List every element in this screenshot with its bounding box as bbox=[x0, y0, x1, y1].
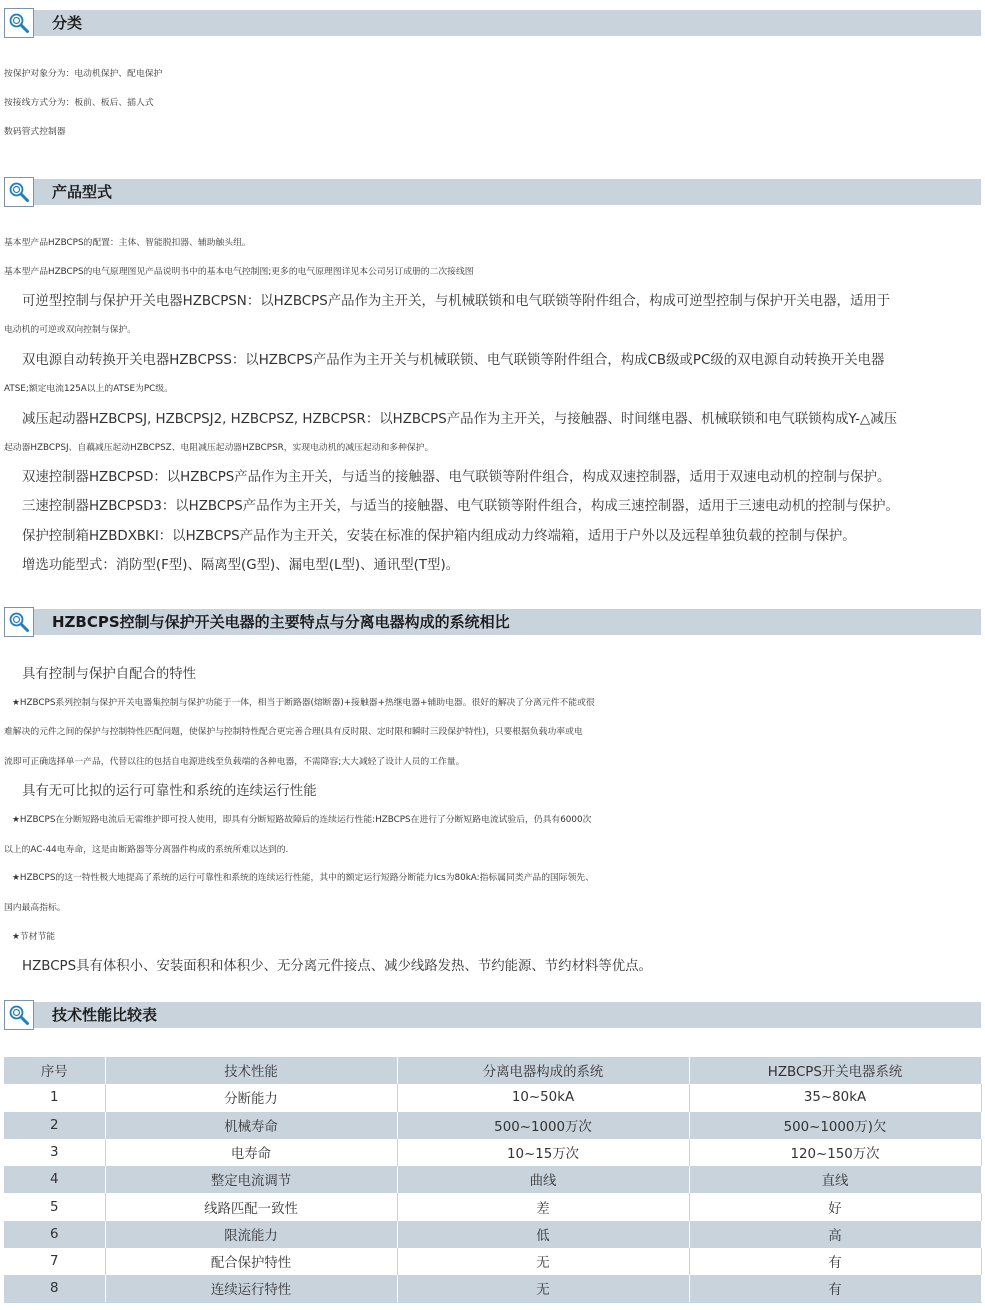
text-line: 电动机的可逆或双向控制与保护。 bbox=[4, 325, 136, 335]
table-cell: 35~80kA bbox=[689, 1084, 981, 1111]
table-cell: 机械寿命 bbox=[105, 1112, 397, 1139]
table-cell: 电寿命 bbox=[105, 1139, 397, 1166]
table-cell: 曲线 bbox=[397, 1166, 689, 1193]
text-line: 国内最高指标。 bbox=[4, 903, 66, 913]
section-title: 产品型式 bbox=[52, 183, 113, 201]
text-line: 难解决的元件之间的保护与控制特性匹配问题，使保护与控制特性配合更完善合理(具有反时限、定时限和瞬时三段保护特性)，只要根据负载功率或电 bbox=[4, 727, 583, 737]
table-cell: 线路匹配一致性 bbox=[105, 1193, 397, 1220]
table-cell: 120~150万次 bbox=[689, 1139, 981, 1166]
text-line: 数码管式控制器 bbox=[4, 127, 66, 137]
section-title: 分类 bbox=[52, 14, 83, 32]
table-row bbox=[4, 1221, 981, 1248]
table-cell: 5 bbox=[4, 1193, 105, 1220]
table-cell: 500~1000万次 bbox=[397, 1112, 689, 1139]
table-cell: 好 bbox=[689, 1193, 981, 1220]
text-line: ★HZBCPS在分断短路电流后无需维护即可投人使用，即具有分断短路故障后的连续运行性能:HZBCPS在进行了分断短路电流试验后，仍具有6000次 bbox=[12, 815, 592, 825]
table-cell: 分断能力 bbox=[105, 1084, 397, 1111]
comparison-table bbox=[4, 1057, 982, 1303]
table-cell: 10~50kA bbox=[397, 1084, 689, 1111]
table-cell: 配合保护特性 bbox=[105, 1248, 397, 1275]
magnifier-icon bbox=[4, 8, 34, 38]
text-line: 具有控制与保护自配合的特性 bbox=[22, 667, 197, 682]
table-cell: 高 bbox=[689, 1221, 981, 1248]
magnifier-icon bbox=[4, 607, 34, 637]
table-cell: 限流能力 bbox=[105, 1221, 397, 1248]
column-header: 分离电器构成的系统 bbox=[397, 1057, 689, 1084]
text-line: 减压起动器HZBCPSJ, HZBCPSJ2, HZBCPSZ, HZBCPSR：以HZBCPS产品作为主开关，与接触器、时间继电器、机械联锁和电气联锁构成Y-△减压 bbox=[22, 412, 897, 427]
text-line: ★HZBCPS系列控制与保护开关电器集控制与保护功能于一体，相当于断路器(熔断器)+接触器+热继电器+辅助电器。很好的解决了分离元件不能或很 bbox=[12, 698, 595, 708]
text-line: 按保护对象分为：电动机保护、配电保护 bbox=[4, 69, 163, 79]
table-cell: 500~1000万)欠 bbox=[689, 1112, 981, 1139]
table-cell: 3 bbox=[4, 1139, 105, 1166]
text-line: 以上的AC-44电寿命，这是由断路器等分离器件构成的系统所难以达到的. bbox=[4, 845, 289, 855]
text-line: 三速控制器HZBCPSD3：以HZBCPS产品作为主开关，与适当的接触器、电气联锁等附件组合，构成三速控制器，适用于三速电动机的控制与保护。 bbox=[22, 499, 899, 514]
text-line: 双电源自动转换开关电器HZBCPSS：以HZBCPS产品作为主开关与机械联锁、电气联锁等附件组合，构成CB级或PC级的双电源自动转换开关电器 bbox=[22, 353, 885, 368]
table-cell: 4 bbox=[4, 1166, 105, 1193]
section-header-product-types bbox=[4, 177, 981, 207]
table-row bbox=[4, 1166, 981, 1193]
table-cell: 直线 bbox=[689, 1166, 981, 1193]
table-cell: 无 bbox=[397, 1275, 689, 1302]
text-line: ★HZBCPS的这一特性极大地提高了系统的运行可靠性和系统的连续运行性能，其中的额定运行短路分断能力Ics为80kA:指标属同类产品的国际领先、 bbox=[12, 873, 594, 883]
text-line: 双速控制器HZBCPSD：以HZBCPS产品作为主开关，与适当的接触器、电气联锁等附件组合，构成双速控制器，适用于双速电动机的控制与保护。 bbox=[22, 470, 891, 485]
text-line: 增选功能型式：消防型(F型)、隔离型(G型)、漏电型(L型)、通讯型(T型)。 bbox=[22, 558, 460, 573]
text-line: ATSE;额定电流125A以上的ATSE为PC级。 bbox=[4, 384, 173, 394]
table-cell: 连续运行特性 bbox=[105, 1275, 397, 1302]
text-line: 流即可正确选择单一产品，代替以往的包括自电源进线至负载端的各种电器，不需降容;大大减轻了设计人员的工作量。 bbox=[4, 757, 465, 767]
table-cell: 6 bbox=[4, 1221, 105, 1248]
table-cell: 有 bbox=[689, 1275, 981, 1302]
magnifier-icon bbox=[4, 177, 34, 207]
section-header-classification bbox=[4, 8, 981, 38]
magnifier-icon bbox=[4, 1000, 34, 1030]
table-row bbox=[4, 1248, 981, 1275]
table-row bbox=[4, 1112, 981, 1139]
text-line: ★节材节能 bbox=[12, 932, 56, 942]
text-line: 基本型产品HZBCPS的配置：主体、智能脱扣器、辅助触头组。 bbox=[4, 238, 251, 248]
section-title: HZBCPS控制与保护开关电器的主要特点与分离电器构成的系统相比 bbox=[52, 613, 510, 631]
table-cell: 8 bbox=[4, 1275, 105, 1302]
column-header: 序号 bbox=[4, 1057, 105, 1084]
text-line: HZBCPS具有体积小、安装面积和体积少、无分离元件接点、减少线路发热、节约能源、节约材料等优点。 bbox=[22, 959, 652, 974]
table-row bbox=[4, 1275, 981, 1302]
table-cell: 7 bbox=[4, 1248, 105, 1275]
column-header: 技术性能 bbox=[105, 1057, 397, 1084]
text-line: 起动器HZBCPSJ、自藕减压起动HZBCPSZ、电阻减压起动器HZBCPSR，实现电动机的减压起动和多种保护。 bbox=[4, 443, 434, 453]
text-line: 具有无可比拟的运行可靠性和系统的连续运行性能 bbox=[22, 784, 317, 799]
text-line: 可逆型控制与保护开关电器HZBCPSN：以HZBCPS产品作为主开关，与机械联锁和电气联锁等附件组合，构成可逆型控制与保护开关电器，适用于 bbox=[22, 294, 891, 309]
text-line: 基本型产品HZBCPS的电气原理图见产品说明书中的基本电气控制图;更多的电气原理图详见本公司另订成册的二次接线图 bbox=[4, 267, 474, 277]
section-header-comparison-table bbox=[4, 1000, 981, 1030]
table-header-row bbox=[4, 1057, 981, 1084]
section-bar-background bbox=[34, 10, 981, 36]
table-cell: 差 bbox=[397, 1193, 689, 1220]
table-row bbox=[4, 1193, 981, 1220]
table-cell: 2 bbox=[4, 1112, 105, 1139]
section-header-features bbox=[4, 607, 981, 637]
table-cell: 无 bbox=[397, 1248, 689, 1275]
column-header: HZBCPS开关电器系统 bbox=[689, 1057, 981, 1084]
table-cell: 整定电流调节 bbox=[105, 1166, 397, 1193]
section-title: 技术性能比较表 bbox=[52, 1006, 158, 1024]
text-line: 按接线方式分为：板前、板后、插人式 bbox=[4, 98, 154, 108]
table-row bbox=[4, 1139, 981, 1166]
table-row bbox=[4, 1084, 981, 1111]
section-bar-background bbox=[34, 179, 981, 205]
table-cell: 10~15万次 bbox=[397, 1139, 689, 1166]
text-line: 保护控制箱HZBDXBKI：以HZBCPS产品作为主开关，安装在标准的保护箱内组成动力终端箱，适用于户外以及远程单独负载的控制与保护。 bbox=[22, 529, 856, 544]
section-bar-background bbox=[34, 1002, 981, 1028]
table-cell: 1 bbox=[4, 1084, 105, 1111]
table-cell: 低 bbox=[397, 1221, 689, 1248]
table-cell: 有 bbox=[689, 1248, 981, 1275]
